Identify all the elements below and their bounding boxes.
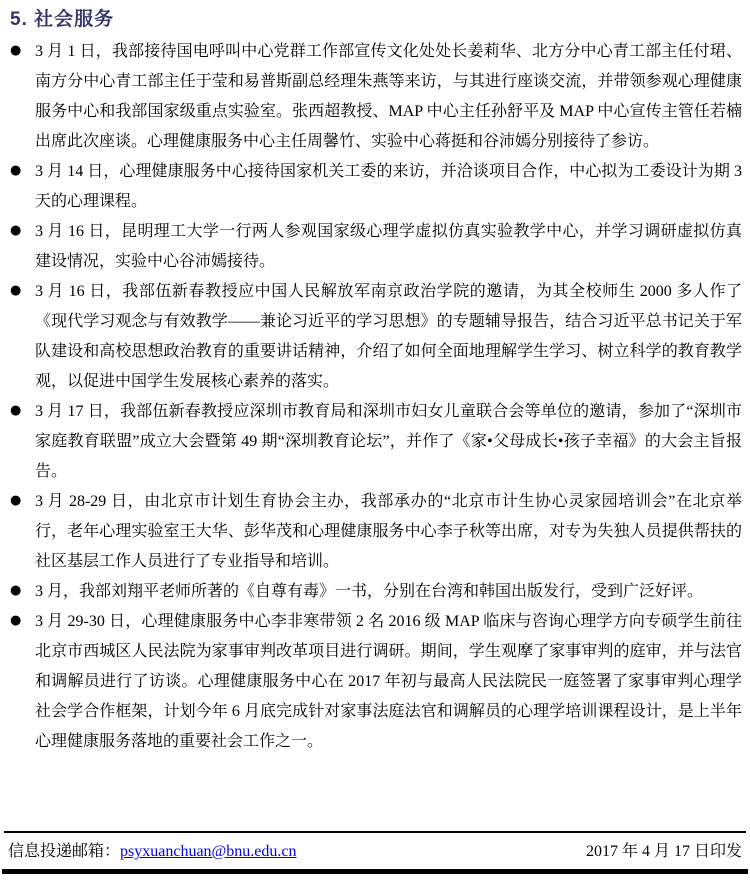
bullet-icon: ● (10, 583, 22, 598)
list-item (8, 397, 742, 487)
bullet-text: 3 月，我部刘翔平老师所著的《自尊有毒》一书，分别在台湾和韩国出版发行，受到广泛好评。 (35, 583, 704, 600)
list-item (8, 487, 742, 577)
bullet-text: 3 月 14 日，心理健康服务中心接待国家机关工委的来访，并洽谈项目合作，中心拟为工委设计为期 3 天的心理课程。 (35, 163, 742, 210)
list-item (8, 157, 742, 217)
list-item (8, 577, 742, 607)
section-heading: 5. 社会服务 (10, 9, 115, 30)
bullet-text: 3 月 29-30 日，心理健康服务中心李非寒带领 2 名 2016 级 MAP 临床与咨询心理学方向专硕学生前往北京市西城区人民法院为家事审判改革项目进行调研。期间，学生观摩了家事审判的庭审，并与法官和调解员进行了访谈。心理健康服务中心在 2017 年初与最高人民法院民一庭签署了家事审判心理学社会学合作框架，计划今年 6 月底完成针对家事法庭法官和调解员的心理学培训课程设计，是上半年心理健康服务落地的重要社会工作之一。 (35, 613, 742, 750)
footer-divider (4, 831, 746, 833)
footer (8, 838, 742, 866)
bullet-text: 3 月 28-29 日，由北京市计划生育协会主办，我部承办的“北京市计生协心灵家园培训会”在北京举行，老年心理实验室王大华、彭华茂和心理健康服务中心李子秋等出席，对专为失独人员提供帮扶的社区基层工作人员进行了专业指导和培训。 (35, 493, 742, 570)
bullet-icon: ● (10, 493, 22, 508)
bullet-icon: ● (10, 163, 22, 178)
list-item (8, 607, 742, 757)
bullet-icon: ● (10, 283, 22, 298)
bullet-icon: ● (10, 223, 22, 238)
bullet-text: 3 月 16 日，昆明理工大学一行两人参观国家级心理学虚拟仿真实验教学中心，并学习调研虚拟仿真建设情况，实验中心谷沛嫣接待。 (35, 223, 742, 270)
bullet-icon: ● (10, 43, 22, 58)
bullet-text: 3 月 1 日，我部接待国电呼叫中心党群工作部宣传文化处处长姜莉华、北方分中心青工部主任付珺、南方分中心青工部主任于莹和易普斯副总经理朱燕等来访，与其进行座谈交流，并带领参观心理健康服务中心和我部国家级重点实验室。张西超教授、MAP 中心主任孙舒平及 MAP 中心宣传主管任若楠出席此次座谈。心理健康服务中心主任周馨竹、实验中心蒋挺和谷沛嫣分别接待了参访。 (35, 43, 742, 150)
list-item (8, 37, 742, 157)
footer-date: 2017 年 4 月 17 日印发 (585, 843, 742, 860)
bullet-list (8, 37, 742, 757)
bullet-text: 3 月 17 日，我部伍新春教授应深圳市教育局和深圳市妇女儿童联合会等单位的邀请，参加了“深圳市家庭教育联盟”成立大会暨第 49 期“深圳教育论坛”，并作了《家•父母成长•孩子幸福》的大会主旨报告。 (35, 403, 742, 480)
bottom-border (2, 869, 748, 874)
list-item (8, 217, 742, 277)
footer-email-link[interactable]: psyxuanchuan@bnu.edu.cn (120, 843, 297, 860)
bullet-icon: ● (10, 613, 22, 628)
list-item (8, 277, 742, 397)
bullet-icon: ● (10, 403, 22, 418)
footer-email-label: 信息投递邮箱： (8, 843, 121, 860)
footer-left (8, 838, 296, 866)
bullet-text: 3 月 16 日，我部伍新春教授应中国人民解放军南京政治学院的邀请，为其全校师生 2000 多人作了《现代学习观念与有效教学——兼论习近平的学习思想》的专题辅导报告，结合习近平总书记关于军队建设和高校思想政治教育的重要讲话精神，介绍了如何全面地理解学生学习、树立科学的教育教学观，以促进中国学生发展核心素养的落实。 (35, 283, 742, 390)
